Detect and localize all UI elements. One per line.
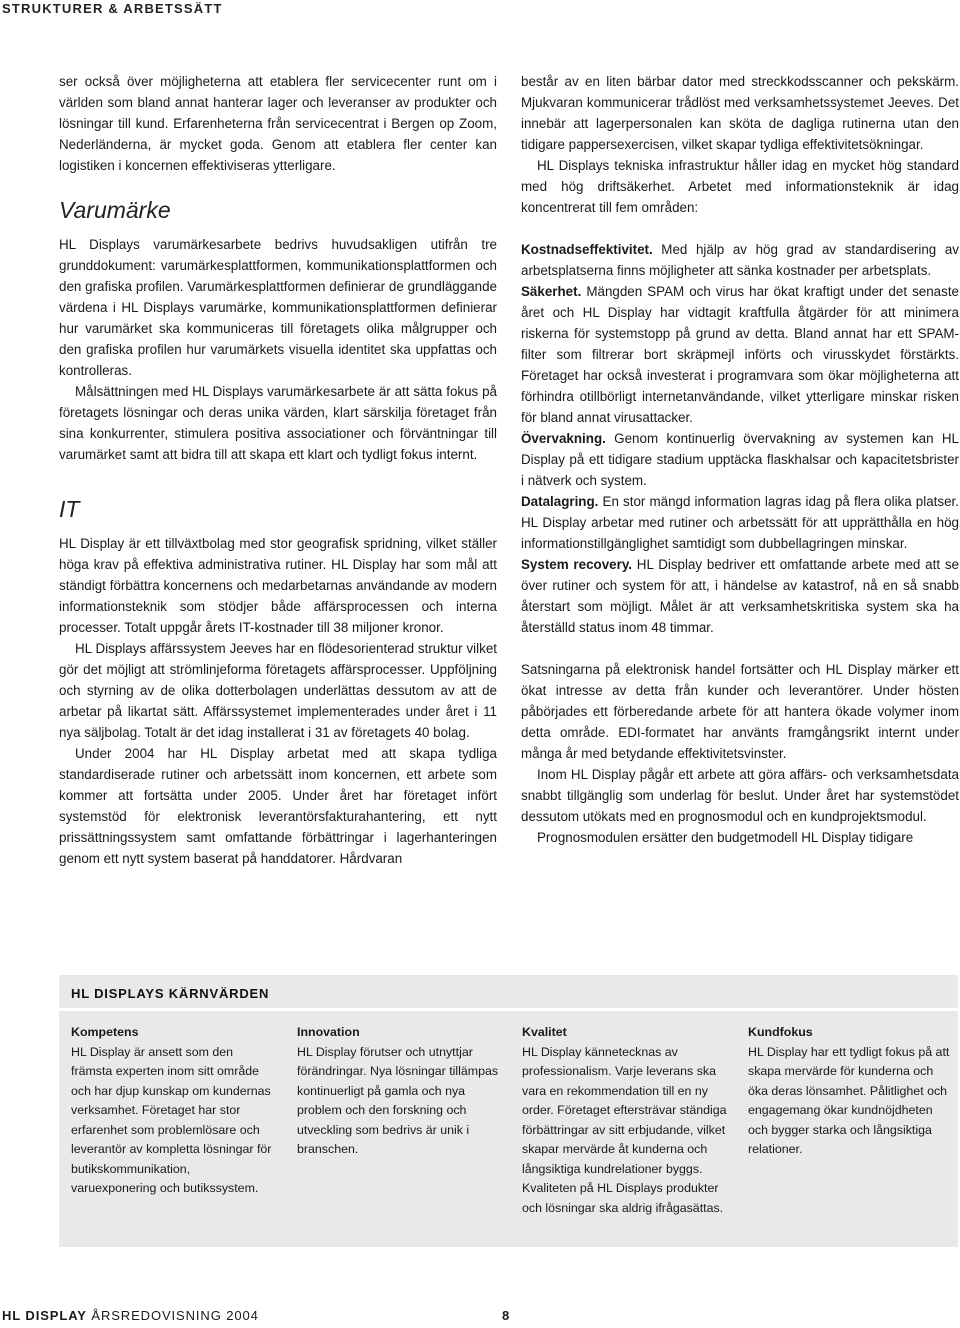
core-value-text: HL Display kännetecknas av professionalism. Varje leverans ska vara en rekommendation till en ny order. Företaget eftersträvar ständiga förbättringar av sitt erbjudande, vilket skapar mervärde åt kunderna och långsiktiga kundrelationer byggs. Kvaliteten på HL Displays produkter och lösningar ska aldrig ifrågasättas. (522, 1044, 727, 1215)
core-values-title: HL DISPLAYS KÄRNVÄRDEN (59, 975, 958, 1011)
core-value-item (748, 1023, 953, 1160)
core-value-item (71, 1023, 276, 1199)
footer-brand-name: HL DISPLAY (2, 1308, 87, 1323)
right-column (521, 71, 959, 848)
ecommerce-paragraph: Satsningarna på elektronisk handel fortsätter och HL Display märker ett ökat intresse av detta från kunder och leverantörer. Under hösten påbörjades ett förberedande arbete för att hantera ökade volymer inom detta område. EDI-formatet har använts framgångsrikt internt under många år med betydande effektivitetsvinster. (521, 662, 959, 761)
footer-report-title: ÅRSREDOVISNING 2004 (91, 1308, 259, 1323)
focus-area-term: Övervakning. (521, 431, 606, 446)
focus-area-item (521, 428, 959, 491)
focus-area-text: HL Display bedriver ett omfattande arbete med att se över rutiner och system för att, i händelse av katastrof, nå en så snabb återstart som möjligt. Målet är att verksamhetskritiska system ska ha återställd status inom 48 timmar. (521, 557, 959, 635)
intro-paragraph: ser också över möjligheterna att etablera fler servicecenter runt om i världen som bland annat hanterar lager och leveranser av produkter och lösningar till kund. Erfarenheterna från servicecentrat i Bergen op Zoom, Nederländerna, är mycket goda. Genom att etablera fler center kan logistiken i koncernen effektiviseras ytterligare. (59, 74, 497, 173)
core-value-heading: Kompetens (71, 1025, 139, 1039)
focus-area-term: Kostnadseffektivitet. (521, 242, 653, 257)
ecommerce-paragraph: Prognosmodulen ersätter den budgetmodell HL Display tidigare (537, 830, 914, 845)
focus-area-item (521, 281, 959, 428)
brand-paragraph: HL Displays varumärkesarbete bedrivs huvudsakligen utifrån tre grunddokument: varumärkesplattformen, kommunikationsplattformen och den grafiska profilen. Varumärkesplattformen definierar de grundläggande värdena i HL Displays varumärke, kommunikationsplattformen definierar hur varumärket ska kommuniceras till företagets olika målgrupper och den grafiska profilen hur varumärkets visuella identitet ska uppfattas och kontrolleras. (59, 237, 497, 378)
ecommerce-paragraph: Inom HL Display pågår ett arbete att göra affärs- och verksamhetsdata snabbt tillgänglig som underlag för beslut. Under året har systemstödet dessutom utökats med en prognosmodul och en kundprojektsmodul. (521, 767, 959, 824)
core-value-item (297, 1023, 502, 1160)
it-paragraph: Under 2004 har HL Display arbetat med att skapa tydliga standardiserade rutiner och arbetssätt inom koncernen, ett arbete som kommer att fortsätta under 2005. Under året har företaget infört systemstöd för elektronisk leverantörsfakturahantering, ett nytt prissättningssystem samt omfattande förbättringar i lagerhanteringen genom ett nytt system baserat på handdatorer. Hårdvaran (59, 746, 497, 866)
core-value-heading: Innovation (297, 1025, 360, 1039)
footer-brand (2, 1308, 259, 1323)
core-value-heading: Kvalitet (522, 1025, 567, 1039)
focus-area-item (521, 239, 959, 281)
core-value-item (522, 1023, 727, 1218)
focus-area-text: Genom kontinuerlig övervakning av systemen kan HL Display på ett tidigare stadium upptäcka flaskhalsar och kapacitetsbrister i nätverk och system. (521, 431, 959, 488)
page-number: 8 (502, 1308, 510, 1323)
left-column (59, 71, 497, 869)
it-heading: IT (59, 496, 80, 522)
focus-area-item (521, 491, 959, 554)
focus-area-term: System recovery. (521, 557, 632, 572)
continued-paragraph: består av en liten bärbar dator med streckkodsscanner och pekskärm. Mjukvaran kommunicerar trådlöst med verksamhetssystemet Jeeves. Det innebär att lagerpersonalen kan sköta de dagliga rutinerna utan den tidigare pappersexercisen, vilket skapar tydliga effektivitetsökningar. (521, 74, 959, 152)
core-values-box (59, 975, 958, 1247)
it-paragraph: HL Display är ett tillväxtbolag med stor geografisk spridning, vilket ställer höga krav på effektiva administrativa rutiner. HL Display har som mål att ständigt förbättra koncernens och medarbetarnas användande av modern informationsteknik som stödjer både affärsprocessen och interna processer. Totalt uppgår årets IT-kostnader till 38 miljoner kronor. (59, 536, 497, 635)
focus-area-text: En stor mängd information lagras idag på flera olika platser. HL Display arbetar med rutiner och arbetssätt för att upprätthålla en hög informationstillgänglighet samtidigt som dubbellagringen minskar. (521, 494, 959, 551)
core-value-heading: Kundfokus (748, 1025, 813, 1039)
it-paragraph: HL Displays affärssystem Jeeves har en flödesorienterad struktur vilket gör det möjligt att strömlinjeforma företagets affärsprocesser. Uppföljning och styrning av de olika dotterbolagen underlättas dessutom av att de arbetar på likartat sätt. Affärssystemet implementerades under året i 11 nya säljbolag. Totalt är det idag installerat i 31 av företagets 40 bolag. (59, 641, 497, 740)
infrastructure-paragraph: HL Displays tekniska infrastruktur håller idag en mycket hög standard med hög driftsäkerhet. Arbetet med informationsteknik är idag koncentrerat till fem områden: (521, 158, 959, 215)
focus-area-item (521, 554, 959, 638)
section-title: STRUKTURER & ARBETSSÄTT (2, 1, 223, 16)
brand-paragraph: Målsättningen med HL Displays varumärkesarbete är att sätta fokus på företagets lösningar och deras unika värden, klart särskilja företaget från sina konkurrenter, stimulera positiva associationer och förväntningar till varumärket samt att bidra till att skapa ett klart och tydligt fokus internt. (59, 384, 497, 462)
focus-area-text: Mängden SPAM och virus har ökat kraftigt under det senaste året och HL Display har vidtagit kraftfulla åtgärder för att minimera riskerna för systemstopp på grund av detta. Bland annat har ett SPAM-filter som filtrerar bort skräpmejl införts och virusskydet förstärkts. Företaget har också investerat i programvara som ökar möjligheterna att förhindra otillbörligt internetanvändande, vilket ytterligare minskar risken för bland annat virusattacker. (521, 284, 959, 425)
core-value-text: HL Display är ansett som den främsta experten inom sitt område och har djup kunskap om kundernas verksamhet. Företaget har stor erfarenhet som problemlösare och leverantör av kompletta lösningar för butikskommunikation, varuexponering och butikssystem. (71, 1044, 272, 1195)
core-value-text: HL Display har ett tydligt fokus på att skapa mervärde för kunderna och öka deras lönsamhet. Pålitlighet och engagemang ökar kundnöjdheten och bygger starka och långsiktiga relationer. (748, 1044, 950, 1156)
focus-area-term: Säkerhet. (521, 284, 582, 299)
focus-area-term: Datalagring. (521, 494, 599, 509)
focus-area-text: Med hjälp av hög grad av standardisering av arbetsplatserna finns möjligheter att sänka kostnader per arbetsplats. (521, 242, 959, 278)
core-value-text: HL Display förutser och utnyttjar förändringar. Nya lösningar tillämpas kontinuerligt på gamla och nya problem och den forskning och utveckling som bedrivs är unik i branschen. (297, 1044, 499, 1156)
brand-heading: Varumärke (59, 197, 171, 223)
